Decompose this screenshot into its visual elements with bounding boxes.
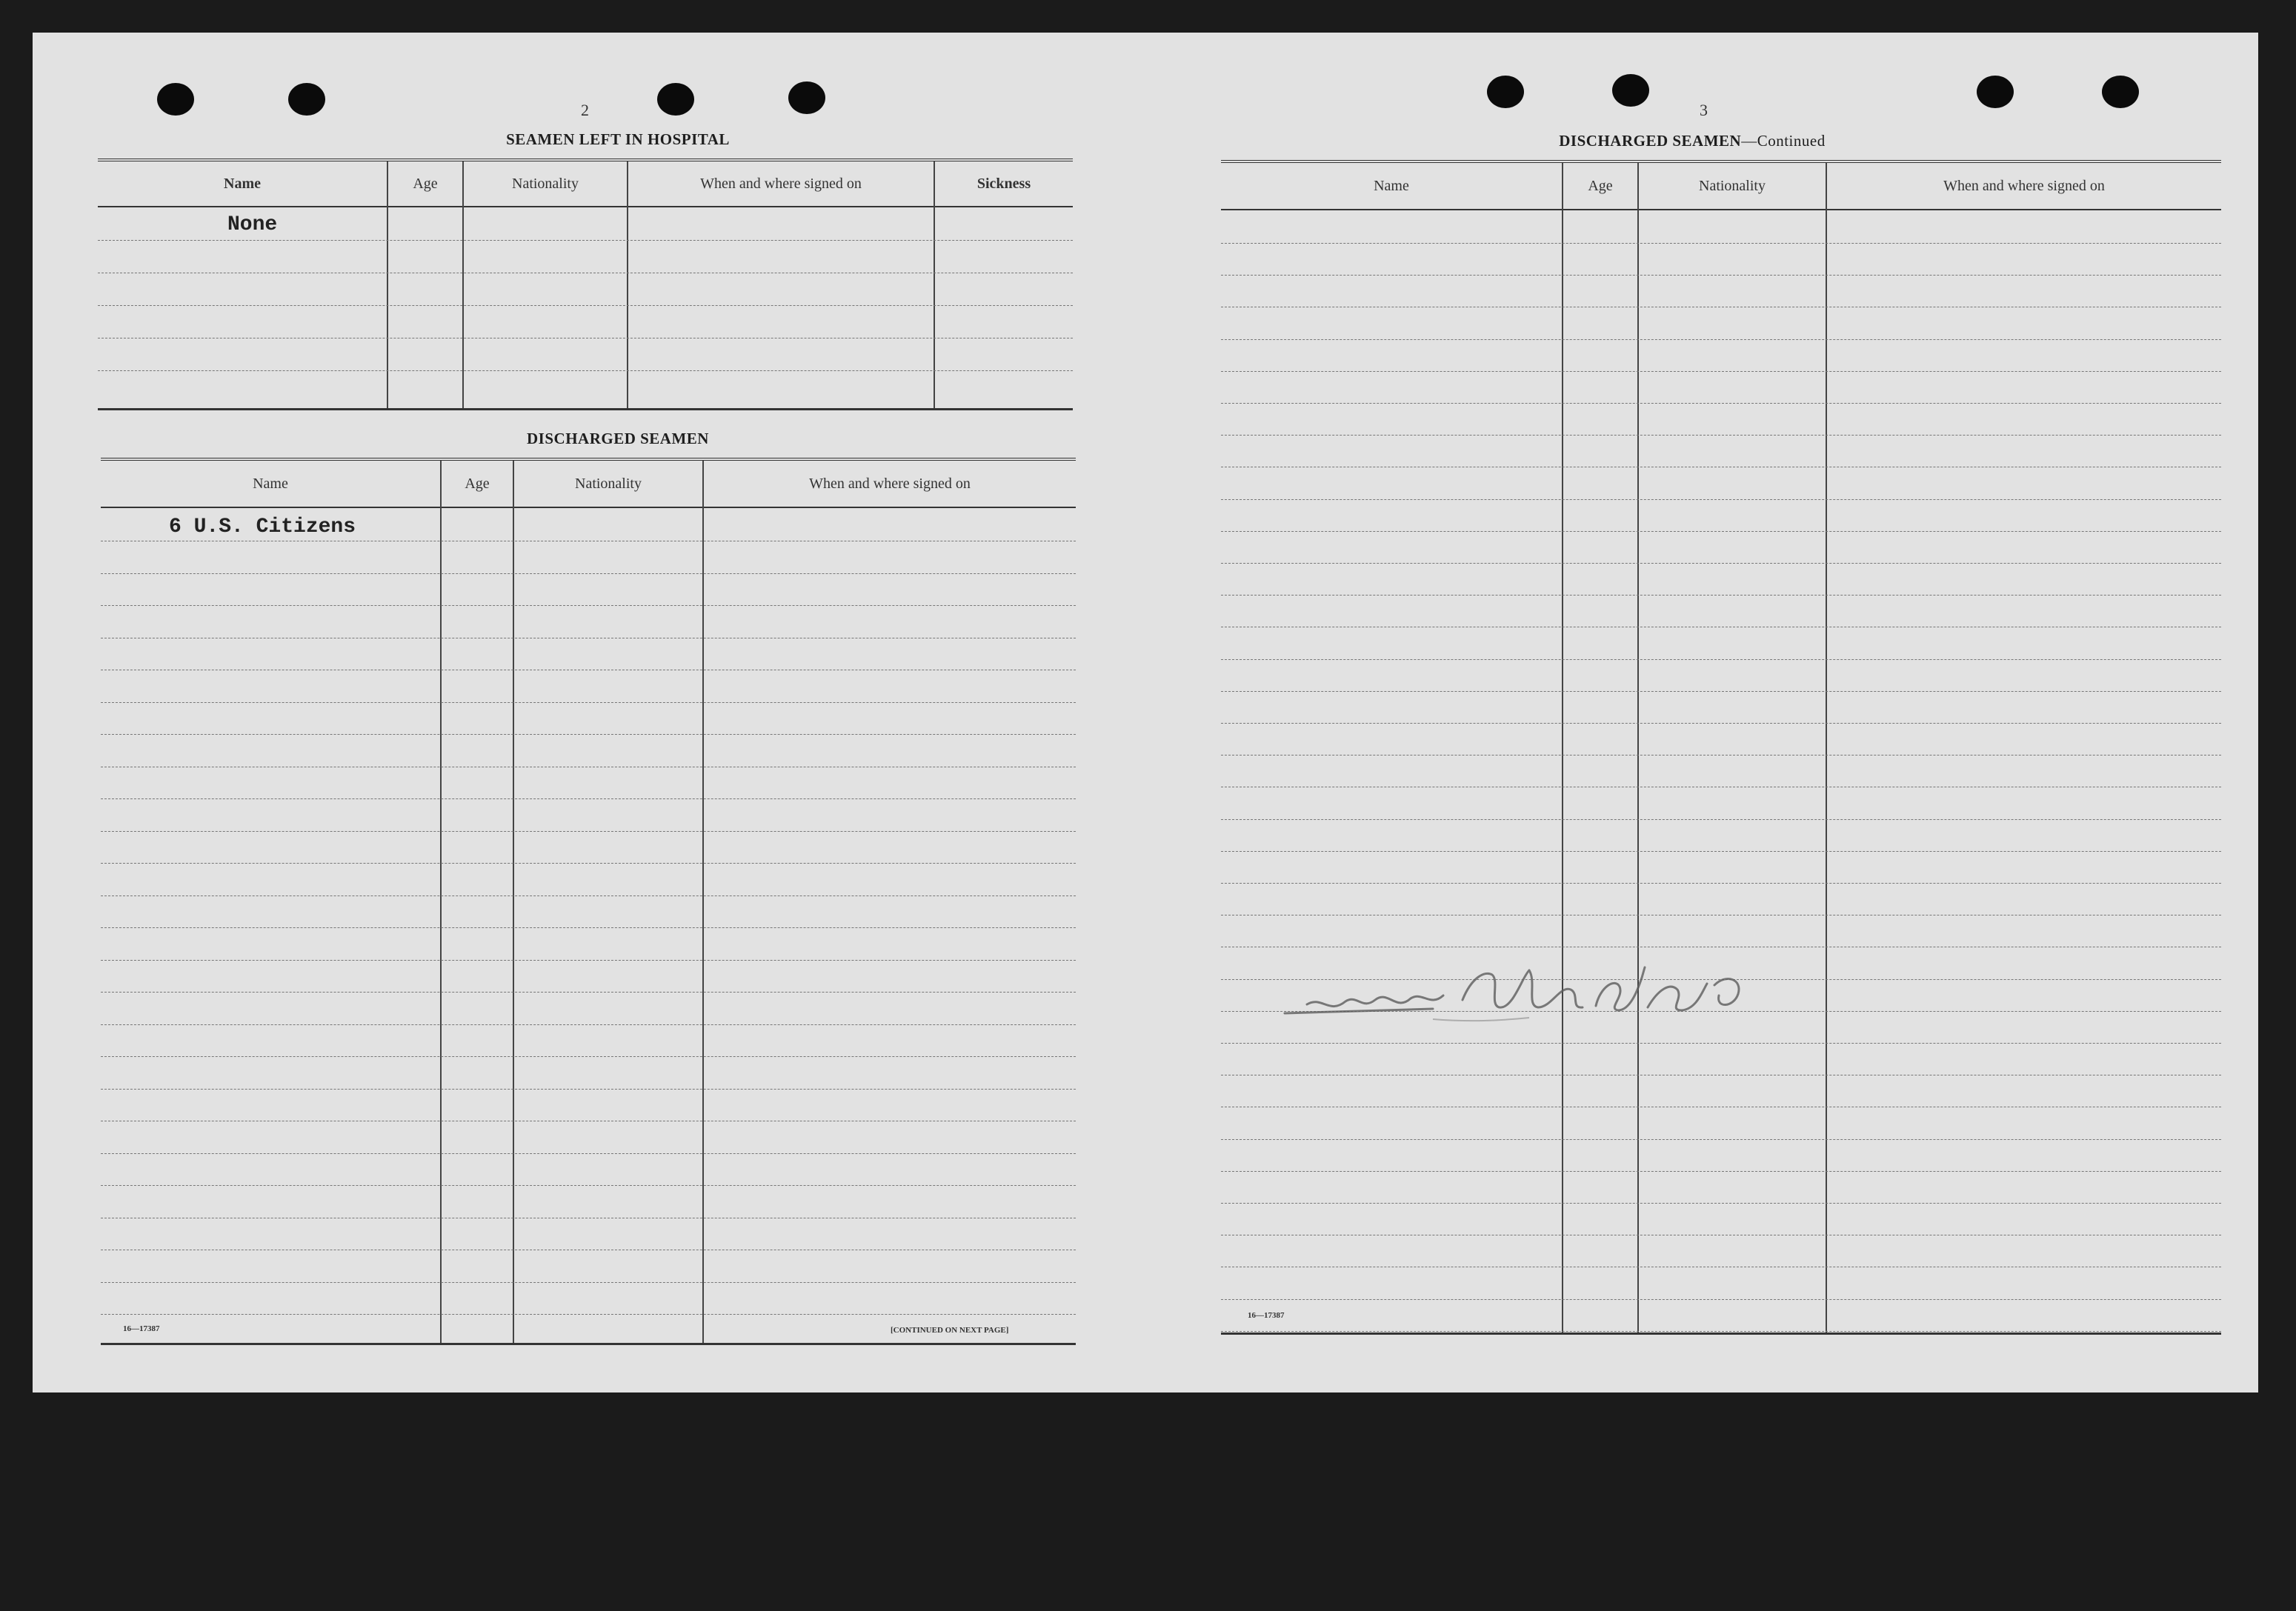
row-rule [101,1153,1076,1154]
row-rule [1221,819,2221,820]
row-rule [101,1056,1076,1057]
punch-hole [1612,74,1649,107]
row-rule [101,798,1076,799]
row-rule [1221,403,2221,404]
row-rule [101,863,1076,864]
punch-hole [157,83,194,116]
table-header [1221,163,2221,210]
row-rule [1221,339,2221,340]
row-rule [101,573,1076,574]
column-header-age: Age [413,175,438,192]
row-rule [1221,275,2221,276]
row-rule [101,831,1076,832]
row-rule [1221,595,2221,596]
table-header [98,161,1073,207]
typed-entry-citizens: 6 U.S. Citizens [169,516,356,538]
show-through-signature [1277,948,1751,1037]
column-header-nationality: Nationality [575,475,642,492]
page-number-left: 2 [581,101,589,119]
row-rule [98,240,1073,241]
document-page [33,33,2258,1392]
continued-note: [CONTINUED ON NEXT PAGE] [891,1326,1009,1335]
row-rule [1221,691,2221,692]
punch-hole [657,83,694,116]
column-divider [627,161,628,408]
page-number-right: 3 [1700,101,1708,119]
row-rule [101,702,1076,703]
column-header-age: Age [465,475,490,492]
column-divider [462,161,464,408]
row-rule [101,1282,1076,1283]
row-rule [101,605,1076,606]
column-divider [702,461,704,1343]
row-rule [101,927,1076,928]
punch-hole [288,83,325,116]
column-header-sickness: Sickness [976,175,1031,192]
row-rule [1221,883,2221,884]
column-header-name: Name [1374,177,1409,194]
column-header-nationality: Nationality [512,175,579,192]
row-rule [101,734,1076,735]
row-rule [1221,1203,2221,1204]
column-header-age: Age [1588,177,1613,194]
row-rule [1221,755,2221,756]
punch-hole [2102,76,2139,108]
row-rule [98,370,1073,371]
column-header-signed-on: When and where signed on [809,475,971,492]
row-rule [98,305,1073,306]
column-header-signed-on: When and where signed on [700,175,862,192]
row-rule [1221,1331,2221,1332]
row-rule [1221,499,2221,500]
column-divider [440,461,442,1343]
row-rule [1221,563,2221,564]
table-header [101,461,1076,508]
column-divider [934,161,935,408]
row-rule [1221,371,2221,372]
column-header-name: Name [253,475,288,492]
row-rule [1221,723,2221,724]
column-header-signed-on: When and where signed on [1943,177,2105,194]
column-header-nationality: Nationality [1699,177,1766,194]
column-divider [387,161,388,408]
title-continued: —Continued [1741,132,1826,150]
typed-entry-none: None [227,213,278,236]
title-main: DISCHARGED SEAMEN [1559,132,1742,150]
row-rule [101,992,1076,993]
row-rule [1221,659,2221,660]
row-rule [1221,1139,2221,1140]
row-rule [1221,1299,2221,1300]
row-rule [1221,435,2221,436]
row-rule [1221,851,2221,852]
discharged-table-right [1221,160,2221,1335]
column-divider [513,461,514,1343]
row-rule [101,1185,1076,1186]
punch-hole [788,81,825,114]
discharged-continued-title [1507,132,1877,150]
row-rule [1221,1043,2221,1044]
row-rule [101,1024,1076,1025]
column-header-name: Name [224,175,261,192]
form-number-left: 16—17387 [123,1324,160,1333]
row-rule [101,1314,1076,1315]
row-rule [101,1089,1076,1090]
row-rule [101,895,1076,896]
form-number-right: 16—17387 [1248,1311,1285,1320]
discharged-section-title: DISCHARGED SEAMEN [527,430,709,447]
row-rule [101,960,1076,961]
hospital-section-title: SEAMEN LEFT IN HOSPITAL [506,130,730,148]
punch-hole [1977,76,2014,108]
row-rule [1221,531,2221,532]
row-rule [1221,243,2221,244]
hospital-table [98,159,1073,410]
punch-hole [1487,76,1524,108]
discharged-table-left [101,458,1076,1345]
row-rule [1221,1171,2221,1172]
